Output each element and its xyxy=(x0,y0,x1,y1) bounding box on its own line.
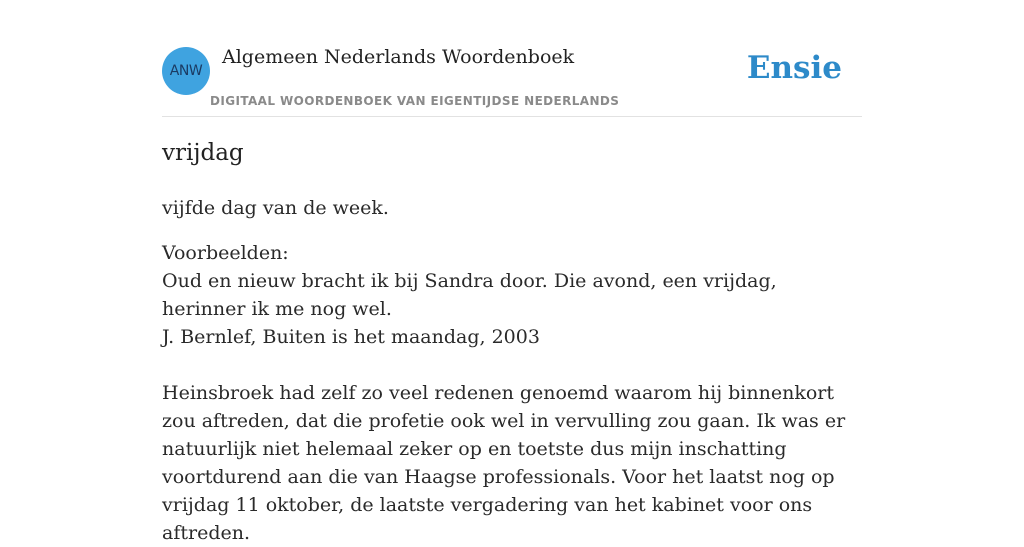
example-source: J. Bernlef, Buiten is het maandag, 2003 xyxy=(162,326,540,348)
site-header xyxy=(162,0,862,117)
ensie-brand-link[interactable]: Ensie xyxy=(746,50,842,86)
entry-definition: vijfde dag van de week. xyxy=(162,197,389,219)
example-quote: Oud en nieuw bracht ik bij Sandra door. Die avond, een vrijdag, herinner ik me nog wel. xyxy=(162,270,777,320)
anw-logo[interactable] xyxy=(162,47,210,95)
site-title[interactable]: Algemeen Nederlands Woordenboek xyxy=(222,46,575,68)
example-quote: Heinsbroek had zelf zo veel redenen genoemd waarom hij binnenkort zou aftreden, dat die profetie ook wel in vervulling zou gaan. Ik was er natuurlijk niet helemaal zeker op en toetste dus mijn inschatting voortdurend aan die van Haagse professionals. Voor het laatst nog op vrijdag 11 oktober, de laatste vergadering van het kabinet voor ons aftreden. xyxy=(162,382,846,544)
entry-title: vrijdag xyxy=(162,140,244,166)
site-subtitle: DIGITAAL WOORDENBOEK VAN EIGENTIJDSE NEDERLANDS xyxy=(210,94,620,108)
examples-section xyxy=(162,239,862,547)
examples-label: Voorbeelden: xyxy=(162,242,289,264)
logo-text: ANW xyxy=(169,63,203,79)
page-container xyxy=(162,0,862,544)
example-spacer xyxy=(162,351,862,379)
